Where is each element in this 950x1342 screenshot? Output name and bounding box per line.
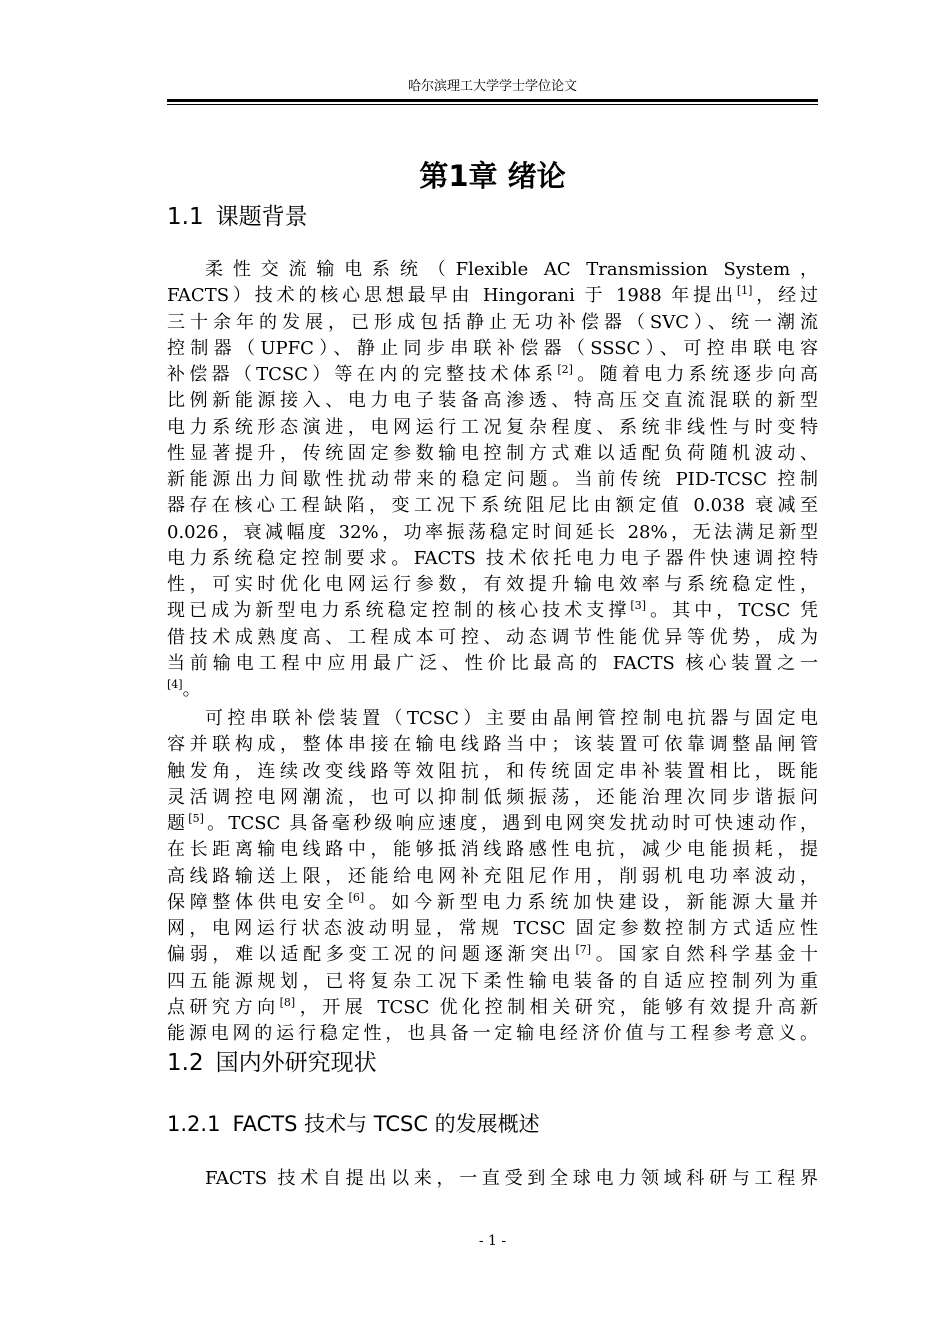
citation: [6] xyxy=(348,890,365,904)
page-number: - 1 - xyxy=(478,1233,507,1249)
paragraph-line xyxy=(167,677,818,703)
line-text: 题 xyxy=(167,813,189,834)
line-text: 补偿器（TCSC）等在内的完整技术体系 xyxy=(167,364,558,385)
citation: [2] xyxy=(557,363,573,376)
citation: [4] xyxy=(167,678,183,691)
line-text: ，经过 xyxy=(752,285,818,307)
citation: [3] xyxy=(630,599,646,613)
paragraph-line xyxy=(167,598,818,624)
citation: [7] xyxy=(575,943,592,957)
line-text: 。如今新型电力系统加快建设，新能源大量并 xyxy=(364,891,819,913)
citation: [1] xyxy=(736,284,753,298)
paragraph-line xyxy=(167,995,818,1021)
paragraph-line: 在长距离输电线路中，能够抵消线路感性电抗，减少电能损耗，提 xyxy=(167,839,818,861)
section-number: 1.1 xyxy=(167,204,204,230)
line-text: 保障整体供电安全 xyxy=(167,891,349,913)
paragraph-line: 灵活调控电网潮流，也可以抑制低频振荡，还能治理次同步谐振问 xyxy=(167,786,818,808)
paragraph-line xyxy=(167,890,818,916)
citation: [8] xyxy=(279,995,296,1009)
paragraph-line xyxy=(167,811,818,837)
paragraph-line: 可控串联补偿装置（TCSC）主要由晶闸管控制电抗器与固定电 xyxy=(205,708,818,729)
running-header: 哈尔滨理工大学学士学位论文 xyxy=(407,79,577,94)
line-text: 。其中，TCSC 凭 xyxy=(646,600,819,622)
paragraph-line xyxy=(167,942,818,968)
paragraph-line: FACTS 技术自提出以来，一直受到全球电力领域科研与工程界 xyxy=(205,1168,818,1189)
line-text: 现已成为新型电力系统稳定控制的核心技术支撑 xyxy=(167,600,631,622)
header-rule-thin xyxy=(167,104,818,105)
line-text: 。 xyxy=(182,679,201,700)
line-text: 。TCSC 具备毫秒级响应速度，遇到电网突发扰动时可快速动作， xyxy=(203,813,818,834)
paragraph-line: 触发角，连续改变线路等效阻抗，和传统固定串补装置相比，既能 xyxy=(167,760,818,782)
paragraph-background-1 xyxy=(167,257,818,703)
line-text: ，开展 TCSC 优化控制相关研究，能够有效提升高新 xyxy=(295,996,818,1018)
paragraph-line: 0.026，衰减幅度 32%，功率振荡稳定时间延长 28%，无法满足新型 xyxy=(167,521,818,543)
subsection-number: 1.2.1 xyxy=(167,1112,221,1136)
paragraph-line: 比例新能源接入、电力电子装备高渗透、特高压交直流混联的新型 xyxy=(167,390,818,412)
paragraph-line: 高线路输送上限，还能给电网补充阻尼作用，削弱机电功率波动， xyxy=(167,865,818,887)
paragraph-line: 性，可实时优化电网运行参数，有效提升输电效率与系统稳定性， xyxy=(167,574,818,595)
paragraph-line: 新能源出力间歇性扰动带来的稳定问题。当前传统 PID-TCSC 控制 xyxy=(167,469,818,490)
section-title: 课题背景 xyxy=(215,204,308,230)
section-number: 1.2 xyxy=(167,1050,204,1076)
paragraph-line: 电力系统稳定控制要求。FACTS 技术依托电力电子器件快速调控特 xyxy=(167,547,818,569)
paragraph-line: 当前输电工程中应用最广泛、性价比最高的 FACTS 核心装置之一 xyxy=(167,652,818,674)
paragraph-line: 三十余年的发展，已形成包括静止无功补偿器（SVC）、统一潮流 xyxy=(167,311,818,333)
chapter-title: 第1章 绪论 xyxy=(419,159,566,193)
paragraph-line: 电力系统形态演进，电网运行工况复杂程度、系统非线性与时变特 xyxy=(167,416,818,438)
section-title: 国内外研究现状 xyxy=(215,1050,377,1076)
subsection-title: FACTS 技术与 TCSC 的发展概述 xyxy=(232,1112,540,1136)
paragraph-line: 容并联构成，整体串接在输电线路当中；该装置可依靠调整晶闸管 xyxy=(167,734,818,756)
paragraph-line: 柔性交流输电系统（Flexible AC Transmission System， xyxy=(205,259,818,280)
paragraph-line: 能源电网的运行稳定性，也具备一定输电经济价值与工程参考意义。 xyxy=(167,1023,818,1044)
paragraph-line: 器存在核心工程缺陷，变工况下系统阻尼比由额定值 0.038 衰减至 xyxy=(167,495,818,517)
paragraph-facts-development xyxy=(167,1166,818,1192)
paragraph-line: 性显著提升，传统固定参数输电控制方式难以适配负荷随机波动、 xyxy=(167,442,818,464)
paragraph-line: 控制器（UPFC）、静止同步串联补偿器（SSSC）、可控串联电容 xyxy=(167,337,818,359)
line-text: 偏弱，难以适配多变工况的问题逐渐突出 xyxy=(167,944,576,966)
paragraph-line: 借技术成熟度高、工程成本可控、动态调节性能优异等优势，成为 xyxy=(167,626,818,648)
line-text: 。随着电力系统逐步向高 xyxy=(572,364,818,385)
paragraph-line xyxy=(167,283,818,309)
citation: [5] xyxy=(188,812,204,825)
line-text: 点研究方向 xyxy=(167,996,280,1018)
line-text: FACTS）技术的核心思想最早由 Hingorani 于 1988 年提出 xyxy=(167,285,737,307)
header-rule-thick xyxy=(167,99,818,102)
line-text: 。国家自然科学基金十 xyxy=(591,944,819,966)
paragraph-line: 四五能源规划，已将复杂工况下柔性输电装备的自适应控制列为重 xyxy=(167,970,818,992)
section-heading-1-2 xyxy=(167,1046,377,1080)
paragraph-line: 网，电网运行状态波动明显，常规 TCSC 固定参数控制方式适应性 xyxy=(167,918,818,939)
paragraph-line xyxy=(167,362,818,388)
section-heading-1-1 xyxy=(167,200,308,234)
paragraph-background-2 xyxy=(167,706,818,1047)
subsection-heading-1-2-1 xyxy=(167,1108,540,1140)
